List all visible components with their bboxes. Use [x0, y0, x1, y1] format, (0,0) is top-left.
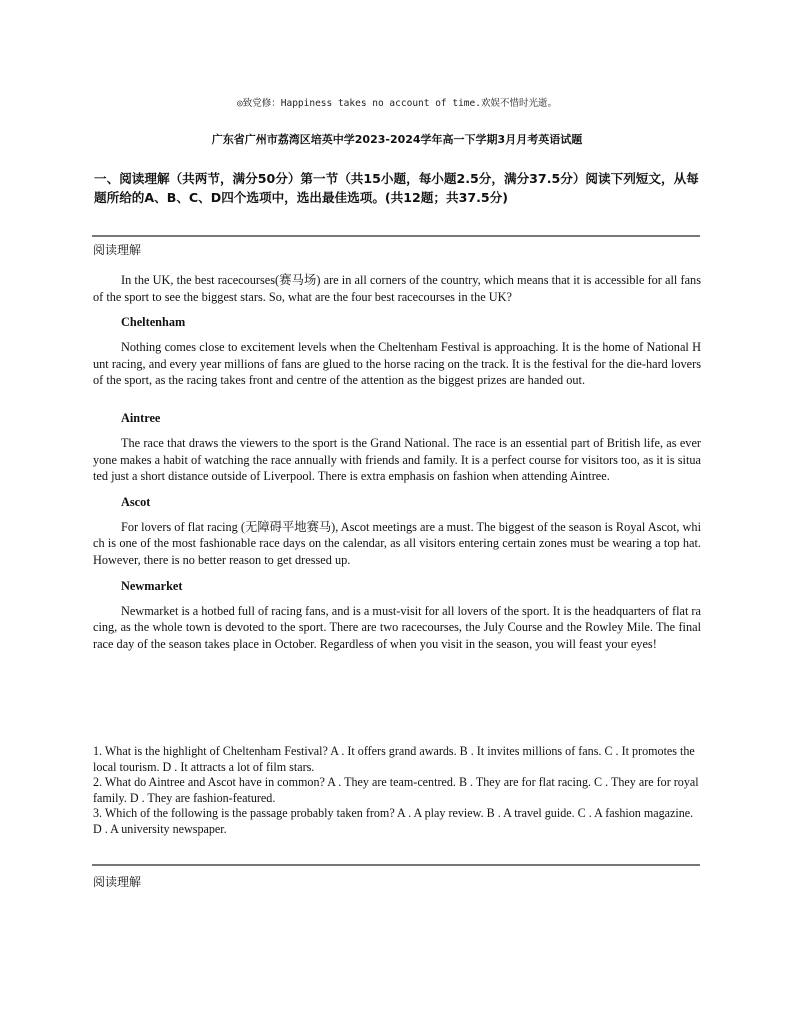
paragraph-ascot-text: For lovers of flat racing (无障碍平地赛马), Ascot meetings are a must. The biggest of the season is Royal Ascot, which is one of the most fashionable race days on the calendar, as all visitors entering certain zones must be wearing a top hat. However, there is no better reason to get dressed up. — [93, 519, 701, 567]
paragraph-cheltenham-text: Nothing comes close to excitement levels when the Cheltenham Festival is approaching. It is the home of National Hunt racing, and every year millions of fans are glued to the horse racing on the track. It is the festival for the die-hard lovers of the sport, as the racing takes front and centre of the attention as the biggest prizes are handed out. — [93, 340, 701, 388]
paragraph-cheltenham — [93, 339, 701, 389]
paragraph-aintree-text: The race that draws the viewers to the sport is the Grand National. The race is an essential part of British life, as everyone makes a habit of watching the race annually with friends and family. It is a perfect course for visitors too, as it is situated just a short distance outside of Liverpool. There is extra emphasis on fashion when attending Aintree. — [93, 435, 701, 484]
next-part-label: 阅读理解 — [93, 875, 142, 889]
document-title: 广东省广州市荔湾区培英中学2023-2024学年高一下学期3月月考英语试题 — [211, 133, 583, 146]
passage-intro — [93, 272, 701, 305]
paragraph-newmarket-text: Newmarket is a hotbed full of racing fans, and is a must-visit for all lovers of the sport. It is the headquarters of flat racing, as the whole town is devoted to the sport. There are two racecourses, the July Course and the Rowley Mile. The final race day of the season takes place in October. Regardless of when you visit in the season, you will feast your eyes! — [93, 603, 701, 651]
heading-aintree: Aintree — [121, 410, 161, 425]
part-label: 阅读理解 — [93, 243, 142, 257]
heading-newmarket: Newmarket — [121, 578, 183, 593]
passage-intro-text: In the UK, the best racecourses(赛马场) are in all corners of the country, which means that it is accessible for all fans of the sport to see the biggest stars. So, what are the four best racecourses in the UK? — [93, 273, 701, 304]
divider-top — [92, 235, 700, 237]
heading-ascot: Ascot — [121, 494, 151, 509]
paragraph-ascot — [93, 519, 701, 569]
heading-cheltenham: Cheltenham — [121, 315, 186, 330]
reading-passage — [93, 272, 701, 652]
paragraph-newmarket — [93, 603, 701, 653]
question-1: 1. What is the highlight of Cheltenham Festival? A . It offers grand awards. B . It invites millions of fans. C . It promotes the local tourism. D . It attracts a lot of film stars. — [93, 744, 695, 774]
question-2: 2. What do Aintree and Ascot have in common? A . They are team-centred. B . They are for flat racing. C . They are for royal family. D . They are fashion-featured. — [93, 775, 699, 805]
header-motto: ◎致党修：Happiness takes no account of time.欢娱不惜时光逝。 — [237, 98, 557, 109]
paragraph-aintree — [93, 435, 701, 485]
divider-bottom — [92, 864, 700, 866]
question-3: 3. Which of the following is the passage probably taken from? A . A play review. B . A travel guide. C . A fashion magazine. D . A university newspaper. — [93, 806, 694, 836]
question-list — [93, 744, 701, 838]
section-instructions: 一、阅读理解（共两节，满分50分）第一节（共15小题，每小题2.5分，满分37.5分）阅读下列短文，从每题所给的A、B、C、D四个选项中，选出最佳选项。(共12题；共37.5分) — [94, 171, 699, 205]
